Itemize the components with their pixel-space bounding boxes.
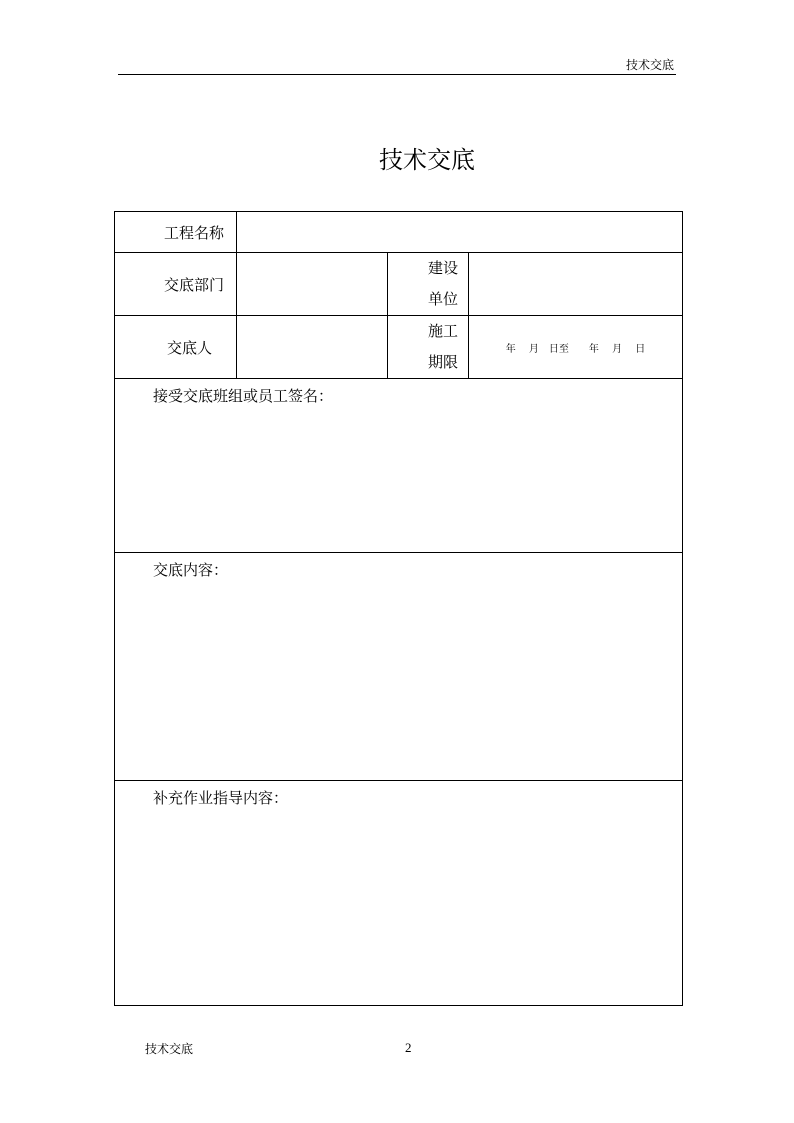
content-label: 交底内容： [153,561,229,579]
builder-label [388,253,469,316]
row-content [115,553,683,781]
row-department [115,253,683,316]
project-name-field[interactable] [237,212,683,253]
supplement-block[interactable] [115,781,683,1006]
period-label-line2: 期限 [427,353,458,371]
supplement-label: 补充作业指导内容： [153,789,289,807]
period-label-line1: 施工 [427,322,458,340]
document-title: 技术交底 [379,146,475,174]
row-signature [115,379,683,553]
signature-block[interactable] [115,379,683,553]
running-header: 技术交底 [625,58,674,72]
period-label [388,316,469,379]
row-person [115,316,683,379]
signature-label: 接受交底班组或员工签名： [153,387,334,405]
department-field[interactable] [237,253,388,316]
person-label: 交底人 [115,316,237,379]
row-supplement [115,781,683,1006]
disclosure-form-table [114,211,683,1006]
builder-label-line2: 单位 [427,290,458,308]
header-rule [118,74,676,75]
builder-label-line1: 建设 [427,259,458,277]
person-field[interactable] [237,316,388,379]
project-name-label: 工程名称 [115,212,237,253]
content-block[interactable] [115,553,683,781]
period-date-field[interactable]: 年 月 日至 年 月 日 [469,316,683,379]
department-label: 交底部门 [115,253,237,316]
row-project-name [115,212,683,253]
builder-field[interactable] [469,253,683,316]
footer-text: 技术交底 [145,1042,194,1056]
page-number: 2 [405,1040,412,1055]
